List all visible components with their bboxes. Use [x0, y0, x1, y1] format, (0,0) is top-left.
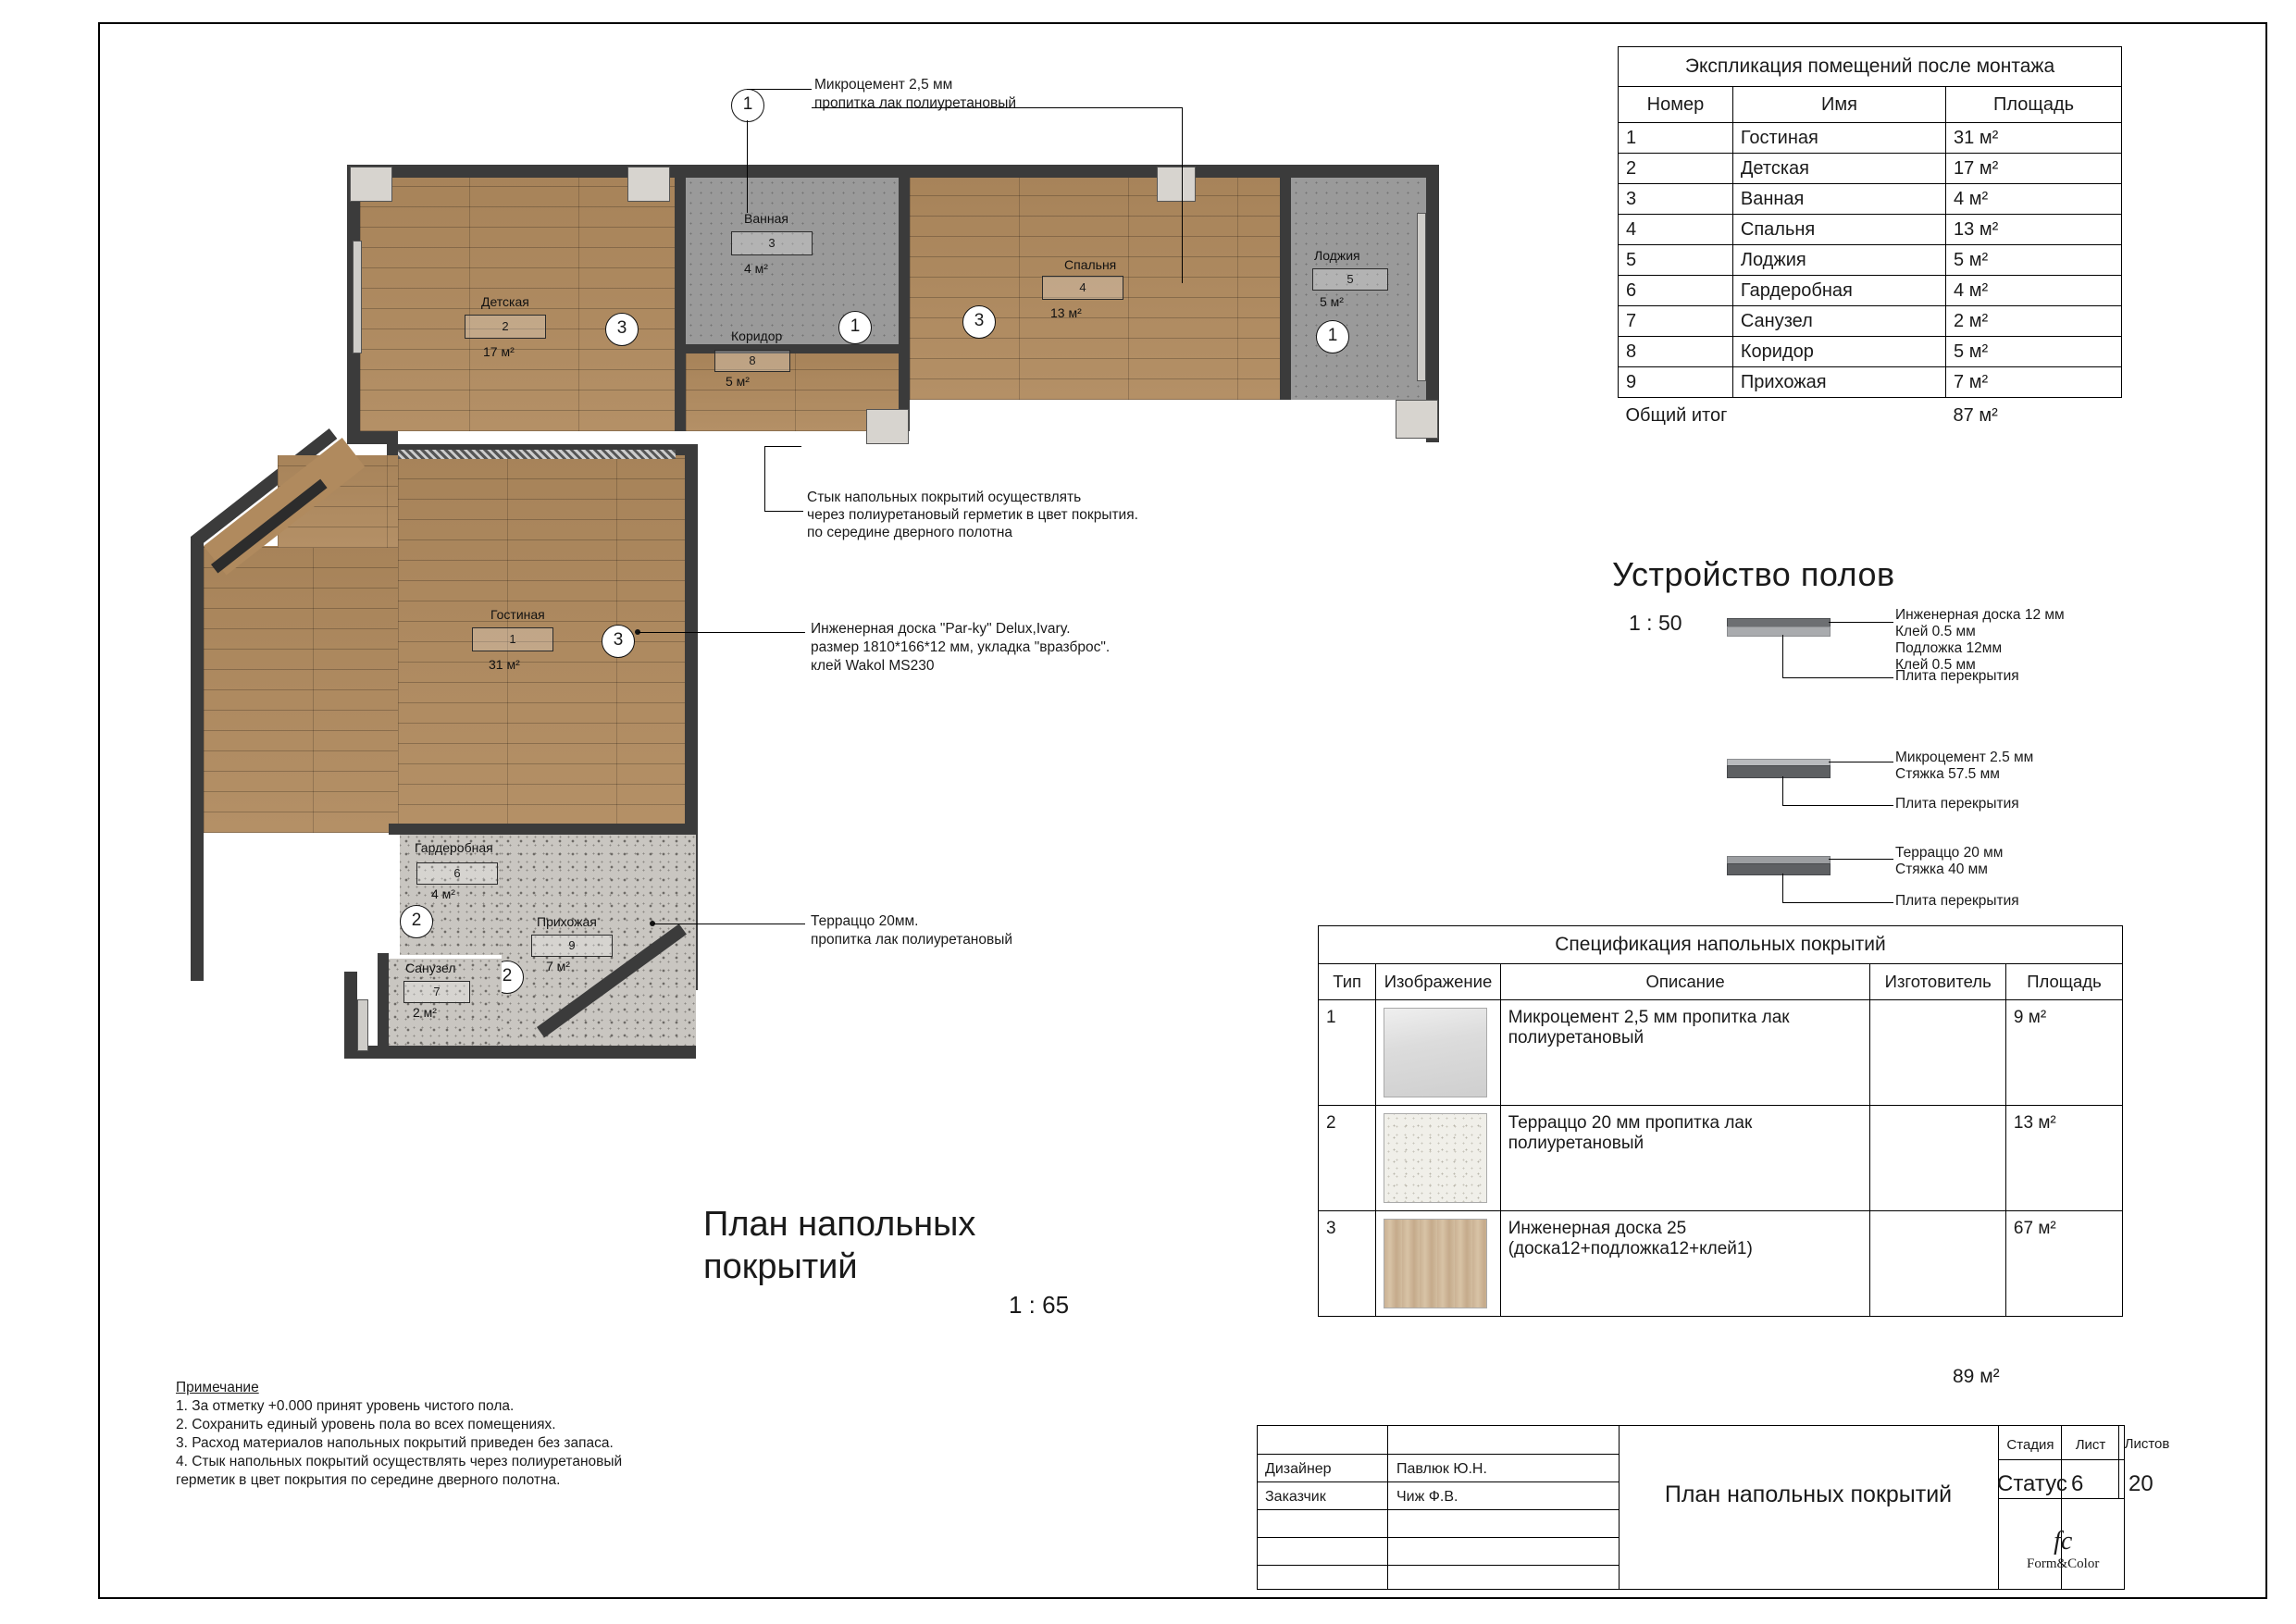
explication-total-row: [1619, 398, 2122, 431]
callout-marker-1: 1: [731, 89, 764, 122]
cell-name: Санузел: [1732, 306, 1945, 337]
room-label-lodzhiya: Лоджия: [1314, 248, 1360, 263]
leader-line: [1782, 776, 1783, 805]
remarks-item-4: 4. Стык напольных покрытий осуществлять через полиуретановый: [176, 1454, 623, 1469]
spec-cell-maker: [1870, 1211, 2005, 1317]
wall: [344, 972, 357, 1059]
cell-num: 3: [1619, 184, 1733, 215]
spec-header-maker: Изготовитель: [1870, 964, 2005, 1000]
cell-area: 4 м²: [1946, 276, 2122, 306]
cell-num: 9: [1619, 367, 1733, 398]
remarks-item-3: 3. Расход материалов напольных покрытий приведен без запаса.: [176, 1435, 614, 1451]
assembly-1-label-2: Клей 0.5 мм: [1895, 624, 1976, 639]
assembly-2-label-1: Микроцемент 2.5 мм: [1895, 750, 2034, 765]
leader-line: [1782, 874, 1783, 902]
table-row: [1619, 337, 2122, 367]
room-label-spalnya: Спальня: [1064, 257, 1117, 272]
finish-marker-2: 2: [400, 905, 433, 938]
explication-title-row: [1619, 47, 2122, 87]
spec-header-image: Изображение: [1376, 964, 1500, 1000]
designer-label: Дизайнер: [1265, 1461, 1332, 1477]
room-number-vannaya: 3: [731, 231, 813, 255]
assembly-2-slab-label: Плита перекрытия: [1895, 796, 2019, 812]
room-area-garderobnaya: 4 м²: [431, 886, 455, 901]
logo-mark: fc: [2054, 1527, 2073, 1556]
column: [866, 409, 909, 444]
leader-line: [1782, 635, 1783, 677]
spec-cell-desc: Терраццо 20 мм пропитка лак полиуретановый: [1500, 1106, 1870, 1211]
cell-num: 5: [1619, 245, 1733, 276]
table-row: [1619, 245, 2122, 276]
spec-cell-desc: Микроцемент 2,5 мм пропитка лак полиуретановый: [1500, 1000, 1870, 1106]
assembly-1-label-1: Инженерная доска 12 мм: [1895, 607, 2065, 623]
wall: [899, 178, 910, 431]
column: [627, 167, 670, 202]
leader-line: [1782, 677, 1893, 678]
room-area-spalnya: 13 м²: [1050, 305, 1082, 320]
cell-name: Детская: [1732, 154, 1945, 184]
spec-cell-type: 3: [1319, 1211, 1376, 1317]
room-number-prihozhaya: 9: [531, 935, 613, 957]
spec-cell-area: 9 м²: [2005, 1000, 2122, 1106]
room-label-sanuzel: Санузел: [405, 961, 456, 975]
cell-num: 4: [1619, 215, 1733, 245]
callout-joint-line1: Стык напольных покрытий осуществлять: [807, 490, 1082, 505]
spec-cell-area: 13 м²: [2005, 1106, 2122, 1211]
cell-num: 6: [1619, 276, 1733, 306]
company-logo: [2027, 1527, 2099, 1572]
table-row: [1619, 367, 2122, 398]
assembly-2-label-2: Стяжка 57.5 мм: [1895, 766, 2000, 782]
leader-line: [812, 107, 1182, 108]
finish-marker-1: 1: [838, 311, 872, 344]
divider: [1258, 1565, 1619, 1566]
cell-name: Прихожая: [1732, 367, 1945, 398]
room-number-spalnya: 4: [1042, 276, 1123, 300]
explication-header-row: [1619, 87, 2122, 123]
room-number-lodzhiya: 5: [1312, 268, 1388, 291]
leader-line: [1782, 805, 1893, 806]
floors-scale: 1 : 50: [1629, 611, 1682, 635]
cell-area: 13 м²: [1946, 215, 2122, 245]
room-label-gostinaya: Гостиная: [490, 607, 545, 622]
column: [1396, 400, 1438, 439]
client-value: Чиж Ф.В.: [1396, 1489, 1458, 1505]
divider: [1619, 1426, 1620, 1589]
callout-board-line1: Инженерная доска "Par-ky" Delux,Ivary.: [811, 621, 1071, 637]
assembly-2-layer-screed: [1727, 765, 1831, 778]
status-label: Статус: [1997, 1471, 2067, 1496]
client-label: Заказчик: [1265, 1489, 1326, 1505]
room-area-detskaya: 17 м²: [483, 344, 515, 359]
leader-line: [639, 632, 805, 633]
wall: [347, 165, 1439, 178]
title-block: [1257, 1425, 2125, 1590]
room-area-vannaya: 4 м²: [744, 261, 768, 276]
remarks-item-5: герметик в цвет покрытия по середине дверного полотна.: [176, 1472, 561, 1488]
spec-header-desc: Описание: [1500, 964, 1870, 1000]
divider: [1998, 1498, 2124, 1499]
finish-marker-2: 2: [490, 961, 524, 994]
leader-line: [1829, 622, 1893, 623]
window: [1417, 213, 1426, 381]
plan-title-line1: План напольных: [703, 1205, 976, 1244]
assembly-3-slab-label: Плита перекрытия: [1895, 893, 2019, 909]
room-label-koridor: Коридор: [731, 329, 783, 343]
table-row: [1619, 154, 2122, 184]
spec-cell-type: 2: [1319, 1106, 1376, 1211]
cell-area: 2 м²: [1946, 306, 2122, 337]
cell-area: 5 м²: [1946, 245, 2122, 276]
explication-table: [1618, 46, 2122, 430]
callout-terrazzo-line2: пропитка лак полиуретановый: [811, 932, 1013, 948]
assembly-3-label-1: Терраццо 20 мм: [1895, 845, 2004, 861]
cell-name: Ванная: [1732, 184, 1945, 215]
plan-scale: 1 : 65: [1009, 1291, 1070, 1319]
sheet-title: План напольных покрытий: [1664, 1481, 1953, 1507]
cell-name: Коридор: [1732, 337, 1945, 367]
designer-value: Павлюк Ю.Н.: [1396, 1461, 1487, 1477]
room-area-prihozhaya: 7 м²: [546, 959, 570, 973]
room-label-prihozhaya: Прихожая: [537, 914, 597, 929]
table-row: [1619, 123, 2122, 154]
assembly-3-layer-screed: [1727, 863, 1831, 875]
divider: [1258, 1454, 1619, 1455]
spec-cell-maker: [1870, 1000, 2005, 1106]
floor-plan: [139, 77, 1545, 1231]
room-area-koridor: 5 м²: [726, 374, 750, 389]
explication-title: Экспликация помещений после монтажа: [1619, 47, 2122, 87]
callout-joint-line2: через полиуретановый герметик в цвет покрытия.: [807, 507, 1138, 523]
divider: [1258, 1481, 1619, 1482]
cell-num: 1: [1619, 123, 1733, 154]
logo-name: Form&Color: [2027, 1556, 2100, 1571]
assembly-1-label-3: Подложка 12мм: [1895, 640, 2003, 656]
callout-terrazzo-line1: Терраццо 20мм.: [811, 913, 919, 929]
room-area-gostinaya: 31 м²: [489, 657, 520, 672]
leader-line: [747, 120, 748, 213]
wall: [344, 1046, 696, 1059]
leader-line: [764, 446, 765, 511]
spec-title: Спецификация напольных покрытий: [1319, 926, 2123, 964]
table-row: [1619, 184, 2122, 215]
room-number-detskaya: 2: [465, 315, 546, 339]
sheets-label-text: Листов: [2124, 1436, 2170, 1452]
room-number-sanuzel: 7: [403, 981, 470, 1003]
assembly-3-label-2: Стяжка 40 мм: [1895, 862, 1988, 877]
room-number-garderobnaya: 6: [416, 862, 498, 885]
assembly-1-layer-underlay: [1727, 626, 1831, 637]
cell-num: 8: [1619, 337, 1733, 367]
stage-label: Стадия: [2006, 1437, 2054, 1453]
finish-marker-1: 1: [1316, 320, 1349, 353]
window: [357, 999, 368, 1051]
finish-marker-3: 3: [602, 625, 635, 658]
spec-header-area: Площадь: [2005, 964, 2122, 1000]
table-row: [1619, 215, 2122, 245]
remarks-item-2: 2. Сохранить единый уровень пола во всех помещениях.: [176, 1417, 556, 1432]
leader-line: [747, 89, 812, 90]
cell-area: 7 м²: [1946, 367, 2122, 398]
cell-num: 2: [1619, 154, 1733, 184]
cell-area: 4 м²: [1946, 184, 2122, 215]
spec-cell-type: 1: [1319, 1000, 1376, 1106]
explication-header-name: Имя: [1732, 87, 1945, 123]
leader-line: [1782, 902, 1893, 903]
spec-cell-maker: [1870, 1106, 2005, 1211]
spec-header-type: Тип: [1319, 964, 1376, 1000]
room-number-gostinaya: 1: [472, 627, 553, 651]
leader-line: [764, 446, 801, 447]
plan-title-line2: покрытий: [703, 1247, 858, 1286]
divider: [1258, 1537, 1619, 1538]
spec-cell-desc: Инженерная доска 25 (доска12+подложка12+клей1): [1500, 1211, 1870, 1317]
callout-joint-line3: по середине дверного полотна: [807, 525, 1012, 540]
room-number-koridor: 8: [714, 350, 790, 372]
explication-total-label: Общий итог: [1625, 404, 1728, 426]
remarks-title: Примечание: [176, 1380, 259, 1395]
callout-microcement-line1: Микроцемент 2,5 мм: [814, 77, 953, 93]
assembly-1-slab-label: Плита перекрытия: [1895, 668, 2019, 684]
wall: [675, 178, 686, 431]
wall: [1280, 178, 1291, 400]
leader-line: [1182, 107, 1183, 283]
finish-marker-3: 3: [605, 313, 639, 346]
remarks-block: [176, 1379, 622, 1490]
cell-area: 17 м²: [1946, 154, 2122, 184]
divider: [1258, 1509, 1619, 1510]
spec-total: 89 м²: [1953, 1366, 2000, 1387]
sheet-label: Лист: [2075, 1437, 2106, 1453]
column: [350, 167, 392, 202]
divider: [1998, 1426, 1999, 1589]
room-area-sanuzel: 2 м²: [413, 1005, 437, 1020]
table-row: [1619, 306, 2122, 337]
plan-title: [703, 1203, 1092, 1288]
cell-name: Лоджия: [1732, 245, 1945, 276]
window: [353, 241, 362, 353]
cell-name: Гардеробная: [1732, 276, 1945, 306]
leader-line: [1829, 859, 1893, 860]
divider: [1998, 1459, 2124, 1460]
wall: [191, 537, 204, 981]
room-label-vannaya: Ванная: [744, 211, 788, 226]
callout-board-line2: размер 1810*166*12 мм, укладка "вразброс".: [811, 639, 1111, 655]
room-area-lodzhiya: 5 м²: [1320, 294, 1344, 309]
cell-name: Спальня: [1732, 215, 1945, 245]
remarks-item-1: 1. За отметку +0.000 принят уровень чистого пола.: [176, 1398, 515, 1414]
callout-microcement-line2: пропитка лак полиуретановый: [814, 95, 1017, 111]
sheet-value: 6: [2071, 1471, 2084, 1496]
assembly-1-label-4: Клей 0.5 мм: [1895, 657, 1976, 673]
explication-header-num: Номер: [1619, 87, 1733, 123]
table-row: [1619, 276, 2122, 306]
finish-marker-3: 3: [962, 305, 996, 339]
wall: [378, 953, 389, 1055]
room-label-detskaya: Детская: [481, 294, 529, 309]
floors-section-title: Устройство полов: [1612, 555, 1895, 593]
callout-board-line3: клей Wakol MS230: [811, 658, 935, 674]
cell-name: Гостиная: [1732, 123, 1945, 154]
cell-area: 5 м²: [1946, 337, 2122, 367]
spec-cell-area: 67 м²: [2005, 1211, 2122, 1317]
cell-area: 31 м²: [1946, 123, 2122, 154]
sheets-value: 20: [2128, 1471, 2153, 1496]
floor-joint-strip: [398, 450, 676, 459]
column: [1157, 167, 1196, 202]
cell-num: 7: [1619, 306, 1733, 337]
explication-total-value: 87 м²: [1953, 404, 1998, 426]
explication-header-area: Площадь: [1946, 87, 2122, 123]
leader-line: [764, 511, 803, 512]
wall: [389, 824, 696, 835]
room-label-garderobnaya: Гардеробная: [415, 840, 493, 855]
